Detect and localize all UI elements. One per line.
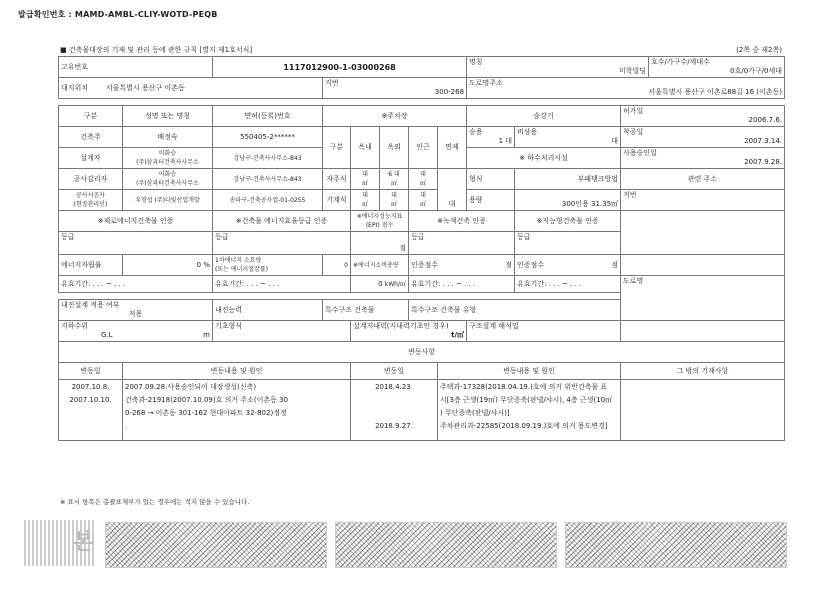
changes-content-header-left: 변동내용 및 원인 [123,363,351,380]
person-type-0: 건축주 [59,127,123,148]
related-lot-label: 지번 [621,190,785,211]
zero-energy-label: ※제로에너지건축물 인증 [59,211,213,232]
seismic-design-label: 내진설계 적용 여부 [61,301,120,309]
person-type-2: 공사감리자 [59,169,123,190]
related-address-label: 관련 주소 [621,169,785,190]
unique-no-value: 1117012900-1-03000268 [213,57,467,78]
units-cell [649,57,785,78]
consumption-label: ※에너지소비총량 [351,255,409,276]
parking-mech-label: 기계식 [323,190,351,211]
parking-exempt-unit: 대 [438,169,467,211]
elevator-passenger-count: 1 [498,137,504,145]
parking-h-type: 구분 [323,127,351,169]
epi-score-unit: 점 [351,232,409,255]
other-items-header: 그 밖의 기재사항 [621,363,785,380]
person-name-0: 배정숙 [123,127,213,148]
change-date: 2018.9.27. [375,422,413,430]
approval-date: 2007.9.28. [744,158,783,166]
smart-score-cell [515,255,621,276]
zero-grade: 등급 [59,232,213,255]
person-license-0: 550405-2****** [213,127,323,148]
unit-area: ㎡ [361,201,368,208]
approval-date-cell [621,148,785,169]
unit-car: 대 [362,171,368,178]
sewage-capacity-label: 용량 [467,190,515,211]
other-items-body [621,380,785,441]
green-label: ※녹색건축 인증 [409,211,515,232]
parking-h-exempt: 면제 [438,127,467,169]
building-register-table [58,56,785,441]
sewage-type-label: 형식 [467,169,515,190]
groundwater-unit: m [203,331,210,339]
seismic-capacity-label: 내진능력 [213,300,323,321]
analysis-label: 구조설계 해석법 [467,321,621,342]
parking-mech-adjacent [409,190,438,211]
special-type-label: 특수구조 건축물 유형 [409,300,621,321]
efficiency-validity [213,276,351,293]
approval-label: 사용승인일 [623,149,657,157]
unit-car: 대 [362,192,368,199]
person-type-3: 공사시공자 (현장관리인) [59,190,123,211]
self-outdoor-count: 6 [388,171,393,178]
parking-mech-outdoor [380,190,409,211]
groundwater-value: G.L [101,331,113,339]
change-date: 2007.10.8. [71,383,110,391]
person-license-1: 강남구-건축사사무소-843 [213,148,323,169]
parking-title: ※주차장 [323,106,467,127]
issuer-seal [24,520,94,566]
primary-label: 1차에너지 소요량 (또는 에너지절감률) [215,257,268,273]
consumption-value-cell [351,276,409,293]
efficiency-validity-range: . . . ~ . . . [246,279,280,288]
seismic-design-value: 적용 [128,310,143,318]
parking-self-label: 자주식 [323,169,351,190]
blank-cell [621,255,785,276]
road-name-label: 도로명 [621,276,785,321]
changes-dates-left [59,380,123,441]
related-lot-blank [621,211,785,255]
page-indicator: (2쪽 중 제2쪽) [736,46,782,54]
unit-car: 대 [393,171,400,178]
bearing-label: 설계지내력(지내력기초인 경우) [353,322,449,330]
self-rate-value: 0 % [123,255,213,276]
site-cell [59,78,323,99]
name-label: 명칭 [469,58,483,66]
unit-car: 대 [420,171,426,178]
change-content: 0-268 → 이촌동 301-162 현대아파트 32-802)정정 [125,409,287,417]
road-label: 도로명주소 [469,79,503,87]
smart-label: ※지능형건축물 인증 [515,211,621,232]
zero-validity-range: . . . ~ . . . [92,279,126,288]
units-label: 호수/가구수/세대수 [651,58,710,66]
persons-header-type: 구분 [59,106,123,127]
consumption-unit: kWh/㎡ [384,280,406,288]
self-rate-label: 에너지자립률 [59,255,123,276]
name-value: 미학빌딩 [618,67,647,75]
groundwater-label: 지하수위 [61,322,89,330]
bearing-cell [351,321,467,342]
unit-area: ㎡ [419,180,426,187]
start-date-cell [621,127,785,148]
elevator-emergency-label: 비상용 [517,128,538,136]
changes-date-header-right: 변동일 [351,363,438,380]
units-value: 0호/0가구/0세대 [730,67,783,75]
change-content: 건축과-21918(2007.10.09)호 의거 주소(이촌동 30 [125,396,289,404]
efficiency-label: ※건축물 에너지효율등급 인증 [213,211,351,232]
change-content: 주택과-17328(2018.04.19.)호에 의거 위반건축물 표 [440,383,608,391]
issue-number: 발급확인번호 : MAMD-AMBL-CLIY-WOTD-PEQB [18,10,218,19]
person-name-1: 이화승 (주)삼과터건축사사무소 [123,148,213,169]
groundwater-cell [59,321,213,342]
security-pattern-3 [565,522,787,568]
foundation-label: 기초형식 [213,321,351,342]
elevator-passenger-label: 승용 [469,128,483,136]
persons-header-name: 성명 또는 명칭 [123,106,213,127]
green-cert-score-label: 인증점수 [411,260,439,269]
smart-validity [515,276,621,293]
form-title: ■ 건축물대장의 기재 및 관리 등에 관한 규칙 [별지 제1호서식] [60,46,253,54]
parking-self-outdoor [380,169,409,190]
primary-value: 0 [344,261,348,269]
change-content: 2007.09.28.사용승인되어 대장생성(신축) [125,383,257,391]
elevator-passenger-unit: 대 [505,137,513,145]
elevator-emergency-cell [515,127,621,148]
special-label: 특수구조 건축물 [323,300,409,321]
changes-content-header-right: 변동내용 및 원인 [438,363,621,380]
unique-no-cell [59,57,213,78]
changes-contents-right [438,380,621,441]
bearing-unit: t/㎡ [451,331,465,339]
efficiency-grade: 등급 [213,232,351,255]
green-validity-range: . . . ~ . . . [442,279,476,288]
elevator-passenger-cell [467,127,515,148]
change-date: 2018.4.23. [375,383,413,391]
footnote: ※ 표시 항목은 총괄표제부가 있는 경우에는 적지 않을 수 있습니다. [60,498,250,506]
parking-h-indoor: 옥내 [351,127,380,169]
epi-label: ※에너지성능지표(EPI) 점수 [351,211,409,232]
person-type-1: 설계자 [59,148,123,169]
green-score-cell [409,255,515,276]
green-score-unit: 점 [505,260,513,269]
green-validity-label: 유효기간: [411,279,441,288]
person-name-3: 우경섭 (주)다빛산업개발 [123,190,213,211]
road-cell [467,78,785,99]
start-date: 2007.3.14. [744,137,783,145]
sewage-title: ※ 하수처리시설 [467,148,621,169]
efficiency-validity-label: 유효기간: [215,279,245,288]
parking-self-indoor [351,169,380,190]
seismic-design-cell [59,300,213,321]
permit-date-cell [621,106,785,127]
elevator-emergency-unit: 대 [611,137,619,145]
change-content: 시[3층 근생(19㎡) 무단증축(판넬/샤시), 4층 근생(10㎡ [440,396,613,404]
unit-car: 대 [391,192,397,199]
change-content: 주차관리과-22585(2018.09.19.)호에 의거 용도변경] [440,422,608,430]
road-value: 서울특별시 용산구 이촌로88길 16 (이촌동) [648,88,783,96]
lot-cell [323,78,467,99]
smart-validity-range: . . . ~ . . . [548,279,582,288]
smart-score-unit: 점 [611,260,619,269]
elevator-title: 승강기 [467,106,621,127]
start-label: 착공일 [623,128,644,136]
lot-value: 300-268 [434,88,465,96]
permit-label: 허가일 [623,107,644,115]
primary-energy-cell [213,255,323,276]
zero-validity [59,276,213,293]
persons-header-license: 면허(등록)번호 [213,106,323,127]
unit-area: ㎡ [361,180,368,187]
unit-car: 대 [420,192,426,199]
permit-date: 2006.7.6. [748,116,783,124]
unit-area: ㎡ [419,201,426,208]
changes-dates-right [351,380,438,441]
change-content: . [125,422,128,430]
person-license-2: 강남구-건축사사무소-843 [213,169,323,190]
green-validity [409,276,515,293]
primary-value-cell [323,255,351,276]
green-grade: 등급 [409,232,515,255]
person-license-3: 송파구-건축공사업-01-0255 [213,190,323,211]
smart-validity-label: 유효기간: [517,279,547,288]
parking-h-adjacent: 인근 [409,127,438,169]
parking-h-outdoor: 옥외 [380,127,409,169]
security-pattern-2 [335,522,557,568]
blank-cell [621,321,785,342]
site-value: 서울특별시 용산구 이촌동 [105,83,185,92]
parking-mech-indoor [351,190,380,211]
unique-no-label: 고유번호 [61,62,89,71]
seal-text: 본 [72,530,94,555]
changes-contents-left [123,380,351,441]
lot-label: 지번 [325,79,339,87]
change-content: ) 무단증축(판넬/샤시)] [440,409,510,417]
changes-date-header-left: 변동일 [59,363,123,380]
changes-title: 변동사항 [59,342,785,363]
consumption-value: 0 [378,279,383,288]
sewage-type: 부패탱크방법 [515,169,621,190]
person-name-2: 이화승 (주)삼과터건축사사무소 [123,169,213,190]
zero-validity-label: 유효기간: [61,279,91,288]
parking-self-adjacent [409,169,438,190]
unit-area: ㎡ [390,180,397,187]
name-cell [467,57,649,78]
smart-cert-score-label: 인증점수 [517,260,545,269]
unit-area: ㎡ [390,201,397,208]
sewage-capacity: 300인용 31.35㎡ [515,190,621,211]
smart-grade: 등급 [515,232,621,255]
site-label: 대지위치 [61,83,89,92]
security-pattern-1 [105,522,327,568]
change-date: 2007.10.10. [69,396,112,404]
